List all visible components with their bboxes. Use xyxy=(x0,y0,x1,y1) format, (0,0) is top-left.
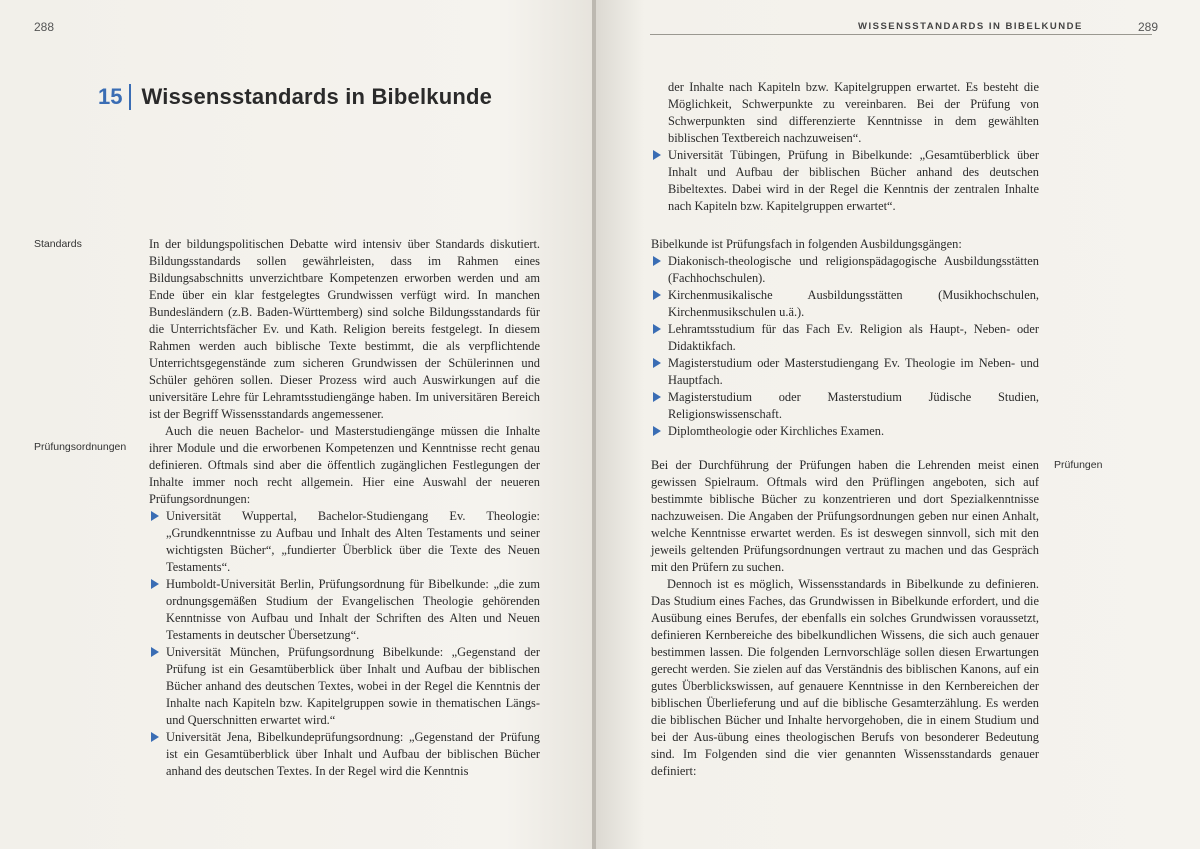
right-body-top xyxy=(651,79,1039,215)
margin-note-pruefungen: Prüfungen xyxy=(1054,459,1103,471)
chapter-number: 15 xyxy=(98,84,123,109)
chapter-title: Wissensstandards in Bibelkunde xyxy=(141,84,493,109)
list-item-text: Universität München, Prüfungsordnung Bibelkunde: „Gegenstand der Prüfung ist ein Gesamtüberblick über Inhalt und Aufbau der biblischen Bücher anhand des deutschen Textes, wobei in der Regel die Kenntnis der Inhalte nach Kapiteln bzw. Kapitelgruppen sowie in thematischen Längs- und Querschnitten erwartet wird.“ xyxy=(166,645,540,727)
margin-note-pruefungsordnungen: Prüfungsordnungen xyxy=(34,441,127,453)
triangle-bullet-icon xyxy=(653,290,661,300)
list-item xyxy=(149,644,540,729)
triangle-bullet-icon xyxy=(151,579,159,589)
paragraph-dennoch: Dennoch ist es möglich, Wissensstandards in Bibelkunde zu definieren. Das Studium eines Faches, das Grundwissen in Bibelkunde erfordert, und die Ausübung eines Berufes, der ebenfalls ein solches Grundwissen voraussetzt, definieren Kernbereiche des bibelkundlichen Wissens, die sich auch genauer bestimmen lassen. Die folgenden Lernvorschläge sollen diesen Erwartungen gerecht werden. Sie zielen auf das Verständnis des biblischen Kanons, auf ein gutes Überblickswissen, auf genauere Kenntnisse in den Kernbereichen der biblischen Überlieferung und auf die biblische Gesamterzählung. Es werden die biblischen Bücher und Inhalte hervorgehoben, die in einem Studium und bei der Aus-übung eines theologischen Berufs von besonderer Bedeutung sind. Im Folgenden sind die vier genannten Wissensstandards genauer definiert: xyxy=(651,577,1039,778)
triangle-bullet-icon xyxy=(653,358,661,368)
list-item xyxy=(651,321,1039,355)
chapter-divider xyxy=(129,84,131,110)
list-item-continued xyxy=(651,79,1039,147)
header-rule xyxy=(650,34,1152,35)
list-item-text: Universität Wuppertal, Bachelor-Studiengang Ev. Theologie: „Grundkenntnisse zu Aufbau und Inhalt des Alten Testaments und seiner wichtigsten Bücher“, „fundierter Überblick über die Texte des Neuen Testaments“. xyxy=(166,509,540,574)
right-body-ausbildung xyxy=(651,236,1039,440)
paragraph-pruefungsordnungen: Auch die neuen Bachelor- und Masterstudiengänge müssen die Inhalte ihrer Module und die erworbenen Kompetenzen und Kenntnisse recht genau definieren. Oftmals sind aber die öffentlich zugänglichen Festlegungen der Inhalte immer noch recht allgemein. Hier eine Auswahl der neueren Prüfungsordnungen: xyxy=(149,424,540,506)
list-item-text: Diplomtheologie oder Kirchliches Examen. xyxy=(668,424,885,438)
list-item-text: Diakonisch-theologische und religionspädagogische Ausbildungsstätten (Fachhochschulen). xyxy=(668,254,1039,285)
list-item-text: Kirchenmusikalische Ausbildungsstätten (Musikhochschulen, Kirchenmusikschulen u.ä.). xyxy=(668,288,1039,319)
list-item xyxy=(149,508,540,576)
pruefungsordnungen-list xyxy=(149,508,540,780)
list-item-text: Humboldt-Universität Berlin, Prüfungsordnung für Bibelkunde: „die zum ordnungsgemäßen Studium der Evangelischen Theologie gehörenden Kenntnisse von Aufbau und Inhalt der Schriften des Alten und Neuen Testaments in deutscher Übersetzung“. xyxy=(166,577,540,642)
list-item xyxy=(651,253,1039,287)
triangle-bullet-icon xyxy=(151,732,159,742)
triangle-bullet-icon xyxy=(151,647,159,657)
list-item xyxy=(149,576,540,644)
ausbildung-list xyxy=(651,253,1039,440)
list-item xyxy=(651,147,1039,215)
triangle-bullet-icon xyxy=(653,150,661,160)
list-item-text: Universität Tübingen, Prüfung in Bibelkunde: „Gesamtüberblick über Inhalt und Aufbau der biblischen Bücher anhand des deutschen Bibeltextes. Dabei wird in der Regel die Kenntnis der zentralen Inhalte nach Kapiteln bzw. Kapitelgruppen erwartet“. xyxy=(668,148,1039,213)
page-number-right: 289 xyxy=(1138,20,1159,34)
ausbildung-intro: Bibelkunde ist Prüfungsfach in folgenden Ausbildungsgängen: xyxy=(651,237,962,251)
triangle-bullet-icon xyxy=(653,392,661,402)
left-page xyxy=(0,0,596,849)
list-item-text: Magisterstudium oder Masterstudium Jüdische Studien, Religionswissenschaft. xyxy=(668,390,1039,421)
triangle-bullet-icon xyxy=(151,511,159,521)
list-item xyxy=(651,355,1039,389)
paragraph-standards: In der bildungspolitischen Debatte wird intensiv über Standards diskutiert. Bildungsstandards sollen gewährleisten, dass im Rahmen eines Bildungsabschnitts unverzichtbare Kompetenzen erworben werden und am Ende über ein klar festgelegtes Grundwissen verfügt wird. In manchen Bundesländern (z.B. Baden-Württemberg) sind solche Bildungsstandards für die Unterrichtsfächer Ev. und Kath. Religion bereits festgelegt. In diesem Rahmen werden auch biblische Texte bestimmt, die als verpflichtende Unterrichtsgegenstände zum sicheren Grundwissen der Schülerinnen und Schüler gehören sollen. Dieser Prozess wird auch Auswirkungen auf die universitäre Lehre für Lehramtsstudiengänge haben. Im universitären Bereich ist der Begriff Wissensstandards angemessener. xyxy=(149,237,540,421)
list-item-text: der Inhalte nach Kapiteln bzw. Kapitelgruppen erwartet. Es besteht die Möglichkeit, Schwerpunkte zu vereinbaren. Bei der Prüfung von Schwerpunkten sind differenzierte Kenntnisse in dem gewählten biblischen Textbereich nachzuweisen“. xyxy=(668,80,1039,145)
list-item-text: Magisterstudium oder Masterstudiengang Ev. Theologie im Neben- und Hauptfach. xyxy=(668,356,1039,387)
paragraph-pruefungen: Bei der Durchführung der Prüfungen haben die Lehrenden meist einen gewissen Spielraum. Oftmals wird den Prüflingen angeboten, sich auf bestimmte biblische Bücher zu konzentrieren und dort Spezialkenntnisse nachzuweisen. Die Angaben der Prüfungsordnungen geben nur einen Anhalt, welche Kenntnisse erwartet werden. Es ist deswegen sinnvoll, sich mit den jeweils geltenden Prüfungsordnungen vertraut zu machen und das Gespräch mit den Prüfern zu suchen. xyxy=(651,458,1039,574)
list-item-text: Lehramtsstudium für das Fach Ev. Religion als Haupt-, Neben- oder Didaktikfach. xyxy=(668,322,1039,353)
continued-list xyxy=(651,79,1039,215)
list-item-text: Universität Jena, Bibelkundeprüfungsordnung: „Gegenstand der Prüfung ist ein Gesamtüberblick über Inhalt und Aufbau der biblischen Bücher anhand des deutschen Textes. In der Regel wird die Kenntnis xyxy=(166,730,540,778)
list-item xyxy=(651,423,1039,440)
list-item xyxy=(149,729,540,780)
triangle-bullet-icon xyxy=(653,324,661,334)
margin-note-standards: Standards xyxy=(34,238,82,250)
page-number-left: 288 xyxy=(34,20,55,34)
triangle-bullet-icon xyxy=(653,256,661,266)
list-item xyxy=(651,389,1039,423)
running-head: WISSENSSTANDARDS IN BIBELKUNDE xyxy=(858,21,1083,32)
chapter-heading xyxy=(98,84,492,110)
right-body-pruefungen xyxy=(651,457,1039,780)
left-body-text xyxy=(149,236,540,780)
list-item xyxy=(651,287,1039,321)
triangle-bullet-icon xyxy=(653,426,661,436)
